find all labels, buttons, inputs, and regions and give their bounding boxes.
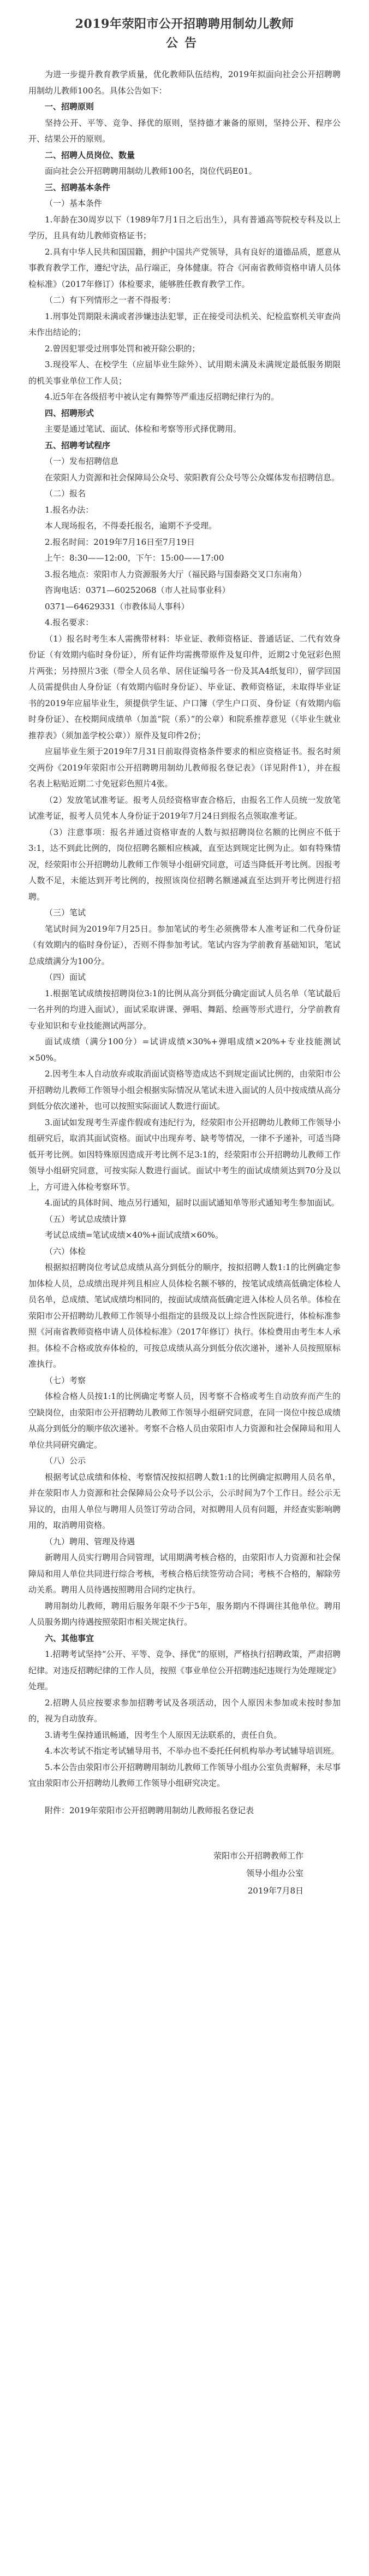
signature-org-line1: 荥阳市公开招聘教师工作 — [213, 1851, 303, 1861]
body-paragraph: 3.面试如发现考生弄虚作假或有违纪行为，经荥阳市公开招聘幼儿教师工作领导小组研究后，取消其面试资格。面试中出现弃考、缺考等情况，一律不予递补，可适当降低开考比例。如因特殊原因造成开考比例不足3:1的，经荥阳市公开招聘幼儿教师工作领导小组研究同意，可按实际人数进行面试。面试中考生的面试成绩须达到70分及以上，方可进入体检考察环节。 — [28, 1117, 341, 1192]
body-paragraph: 2.报名时间：2019年7月16日至7月19日 — [45, 537, 195, 547]
body-paragraph: 本人现场报名，不得委托报名，逾期不予受理。 — [45, 521, 217, 531]
body-paragraph: 2.因考生本人自动放弃或取消面试资格等造成达不到规定面试比例的，由荥阳市公开招聘幼儿教师工作领导小组会根据实际情况从笔试未进入面试的人员中按成绩从高分到低分依次递补，也可以按照实际面试人数进行面试。 — [28, 1069, 341, 1111]
subsection-heading: （五）考试总成绩计算 — [45, 1214, 127, 1224]
body-paragraph: 2.曾因犯罪受过刑事处罚和被开除公职的； — [45, 343, 200, 354]
signature-date: 2019年7月8日 — [247, 1886, 303, 1896]
page-title: 2019年荥阳市公开招聘聘用制幼儿教师 — [75, 17, 294, 31]
body-paragraph: 根据考试总成绩和体检、考察情况按拟招聘人数1:1的比例确定拟聘用人员名单，并在荥阳市人力资源和社会保障局公众号予以公示，公示时间为7个工作日。经公示无异议的，由用人单位与聘用人员签订劳动合同，对拟聘用人员有问题，并经查实影响聘用的，取消聘用资格。 — [28, 1472, 341, 1530]
body-paragraph: 聘用制幼儿教师，聘用后服务年限不少于5年，服务期内不得调往其他单位。聘用人员服务期内待遇按照荥阳市相关规定执行。 — [28, 1601, 341, 1627]
subsection-heading: （九）聘用、管理及待遇 — [45, 1536, 135, 1546]
body-paragraph: 4.近5年在各级招考中被认定有舞弊等严重违反招聘纪律行为的。 — [45, 392, 279, 402]
subsection-heading: （八）公示 — [45, 1456, 86, 1466]
body-paragraph: 3.现役军人、在校学生（应届毕业生除外）、试用期未满及未满规定最低服务期限的机关事业单位工作人员； — [28, 360, 341, 386]
body-paragraph: 考试总成绩=笔试成绩×40%+面试成绩×60%。 — [45, 1230, 223, 1240]
body-paragraph: （3）注意事项：报名并通过资格审查的人数与拟招聘岗位名额的比例应不低于3:1，达不到此比例的，岗位招聘名额相应核减，直至达到规定比例为止。如有特殊情况，经荥阳市公开招聘幼儿教师工作领导小组研究同意，可适当降低开考比例。因报考人数不足，未能达到开考比例的，按照该岗位招聘名额递减直至达到开考比例进行招聘。 — [28, 827, 341, 902]
subsection-heading: （四）面试 — [45, 972, 86, 982]
body-paragraph: 4.本次考试不指定考试辅导用书，不举办也不委托任何机构举办考试辅导培训班。 — [45, 1746, 340, 1756]
body-paragraph: 根据拟招聘岗位考试总成绩从高分到低分的顺序，按拟招聘人数1:1的比例确定参加体检人员，总成绩出现并列且相应人员体检名额不够的，按笔试成绩高低确定体检人员名单，总成绩、笔试成绩均相同的，按面试成绩高低确定进入体检人员名单。体检在荥阳市公开招聘幼儿教师工作领导小组指定的县级及以上综合性医院进行，体检标准参照《河南省教师资格申请人员体检标准》（2017年修订）执行。体检费用由考生本人承担。体检不合格或放弃体检的，可按总成绩从高分到低分依次递补，递补人员按照原标准执行。 — [28, 1262, 341, 1369]
body-paragraph: 5.本公告由荥阳市公开招聘聘用制幼儿教师工作领导小组办公室负责解释，未尽事宜由荥阳市公开招聘幼儿教师工作领导小组研究决定。 — [28, 1762, 341, 1788]
subsection-heading: （二）有下列情形之一者不得报考： — [45, 295, 176, 305]
section-heading: 二、招聘人员岗位、数量 — [45, 150, 135, 160]
body-paragraph: 1.根据笔试成绩按招聘岗位3:1的比例从高分到低分确定面试人员名单（笔试最后一名并列的均进入面试），面试采取讲课、弹唱、舞蹈、绘画等形式进行，分学前教育专业知识和专业技能测试两部分。 — [28, 988, 341, 1031]
body-paragraph: 0371—64629331（市教体局人事科） — [45, 601, 189, 611]
body-paragraph: 3.报名地点：荥阳市人力资源服务大厅（福民路与国泰路交叉口东南角） — [45, 569, 307, 579]
body-paragraph: 坚持公开、平等、竞争、择优的原则，坚持德才兼备的原则，坚持公开、程序公开、结果公开的原则。 — [28, 117, 341, 144]
body-paragraph: 应届毕业生须于2019年7月31日前取得资格条件要求的相应资格证书。报名时须交两份《2019年荥阳市公开招聘聘用制幼儿教师报名登记表》（详见附件1），并在报名表上粘贴近期二寸免冠彩色照片4张。 — [28, 746, 341, 789]
body-paragraph: 4.报名要求： — [45, 617, 94, 627]
body-paragraph: 1.年龄在30周岁以下（1989年7月1日之后出生），具有普通高等院校专科及以上学历，且具有幼儿教师资格证书； — [28, 214, 341, 240]
section-heading: 五、招聘考试程序 — [45, 440, 111, 450]
subsection-heading: （三）笔试 — [45, 908, 86, 918]
body-paragraph: 1.刑事处罚期限未满或者涉嫌违法犯罪，正在接受司法机关、纪检监察机关审查尚未作出结论的； — [28, 311, 341, 337]
body-paragraph: 1.报名办法： — [45, 504, 94, 515]
section-heading: 六、其他事宜 — [45, 1633, 94, 1643]
body-paragraph: 为进一步提升教育教学质量，优化教师队伍结构，2019年拟面向社会公开招聘聘用制幼儿教师100名。具体公告如下： — [28, 69, 341, 96]
body-paragraph: 咨询电话：0371—60252068（市人社局事业科） — [45, 585, 230, 595]
body-paragraph: 2.具有中华人民共和国国籍，拥护中国共产党领导，具有良好的道德品质，愿意从事教育教学工作，遵纪守法，品行端正，身体健康。符合《河南省教师资格申请人员体检标准》（2017年修订）体检要求，能够胜任教育教学工作。 — [28, 246, 341, 289]
body-paragraph: 1.招聘考试坚持“公开、平等、竞争、择优”的原则，严格执行招聘政策，严肃招聘纪律。对违反招聘纪律的工作人员，按照《事业单位公开招聘违纪违规行为处理规定》处理。 — [28, 1649, 341, 1691]
section-heading: 一、招聘原则 — [45, 102, 94, 111]
body-paragraph: 面试成绩（满分100分）=试讲成绩×30%+弹唱成绩×20%+专业技能测试×50%。 — [28, 1037, 341, 1063]
body-paragraph: 2.招聘人员应按要求参加招聘考试及各项活动，因个人原因未参加或未按时参加的，视为自动放弃。 — [28, 1697, 341, 1724]
subsection-heading: （二）报名 — [45, 489, 86, 498]
subsection-heading: （一）发布招聘信息 — [45, 456, 119, 466]
body-paragraph: （1）报名时考生本人需携带材料：毕业证、教师资格证、普通话证、二代有效身份证（有效期内临时身份证），所有证件均需携带原件及复印件，近期2寸免冠彩色照片两张；另持照片3张（带全人员名单、居住证编号各一份及其A4纸复印），留学回国人员需提供由人身份证（有效期内临时身份证）、毕业证、教师资格证，未取得毕业证书的2019年应届毕业生，须提供学生证、户口簿（学生户口页、身份证（有效期内临时身份证）、在校期间成绩单（加盖“院（系）”的公章）和院系推荐意见（《毕业生就业推荐表》（须加盖学校公章））原件及复印件2份； — [28, 633, 341, 740]
body-paragraph: 笔试时间为2019年7月25日。参加笔试的考生必须携带本人准考证和二代身份证（有效期内的临时身份证），否则不得参加考试。笔试内容为学前教育基础知识，笔试总成绩满分为100分。 — [28, 924, 341, 966]
subsection-heading: （六）体检 — [45, 1246, 86, 1256]
body-paragraph: （2）发放笔试准考证。报考人员经资格审查合格后，由报名工作人员统一发放笔试准考证，报考人员凭本人身份证于2019年7月24日到报名点领取准考证。 — [28, 795, 341, 821]
body-paragraph: 面向社会公开招聘聘用制幼儿教师100名，岗位代码E01。 — [45, 166, 257, 176]
subsection-heading: （一）基本条件 — [45, 198, 103, 208]
section-heading: 三、招聘基本条件 — [45, 182, 111, 192]
body-paragraph: 上午：8:30——12:00，下午：15:00——17:00 — [45, 553, 224, 563]
body-paragraph: 3.请考生保持通讯畅通，因考生个人原因无法联系的，责任自负。 — [45, 1730, 282, 1740]
page-subtitle: 公告 — [165, 36, 203, 50]
notice-body — [28, 67, 341, 1819]
body-paragraph: 4.面试的具体时间、地点另行通知，届时以面试通知单等形式通知考生参加面试。 — [45, 1198, 340, 1208]
attachment-note: 附件：2019年荥阳市公开招聘聘用制幼儿教师报名登记表 — [45, 1805, 254, 1815]
section-heading: 四、招聘形式 — [45, 408, 94, 418]
body-paragraph: 新聘用人员实行聘用合同管理，试用期满考核合格的，由荥阳市人力资源和社会保障局和用人单位共同进行综合考核，考核合格后续签劳动合同；考核不合格的，解除劳动关系。聘用人员待遇按照聘用合同约定执行。 — [28, 1552, 341, 1595]
body-paragraph: 主要是通过笔试、面试、体检和考察等形式择优聘用。 — [45, 424, 242, 434]
signature-org-line2: 领导小组办公室 — [246, 1868, 303, 1878]
subsection-heading: （七）考察 — [45, 1375, 86, 1385]
body-paragraph: 在荥阳人力资源和社会保障局公众号、荥阳教育公众号等公众媒体发布招聘信息。 — [45, 472, 340, 483]
signature-block — [28, 1847, 341, 1899]
body-paragraph: 体检合格人员按1:1的比例确定考察人员，因考察不合格或考生自动放弃而产生的空缺岗位，由荥阳市公开招聘幼儿教师工作领导小组研究同意，在同一岗位中按总成绩从高分到低分的顺序依次递补。考察不合格人员由荥阳市人力资源和社会保障局和用人单位共同研究确定。 — [28, 1391, 341, 1450]
